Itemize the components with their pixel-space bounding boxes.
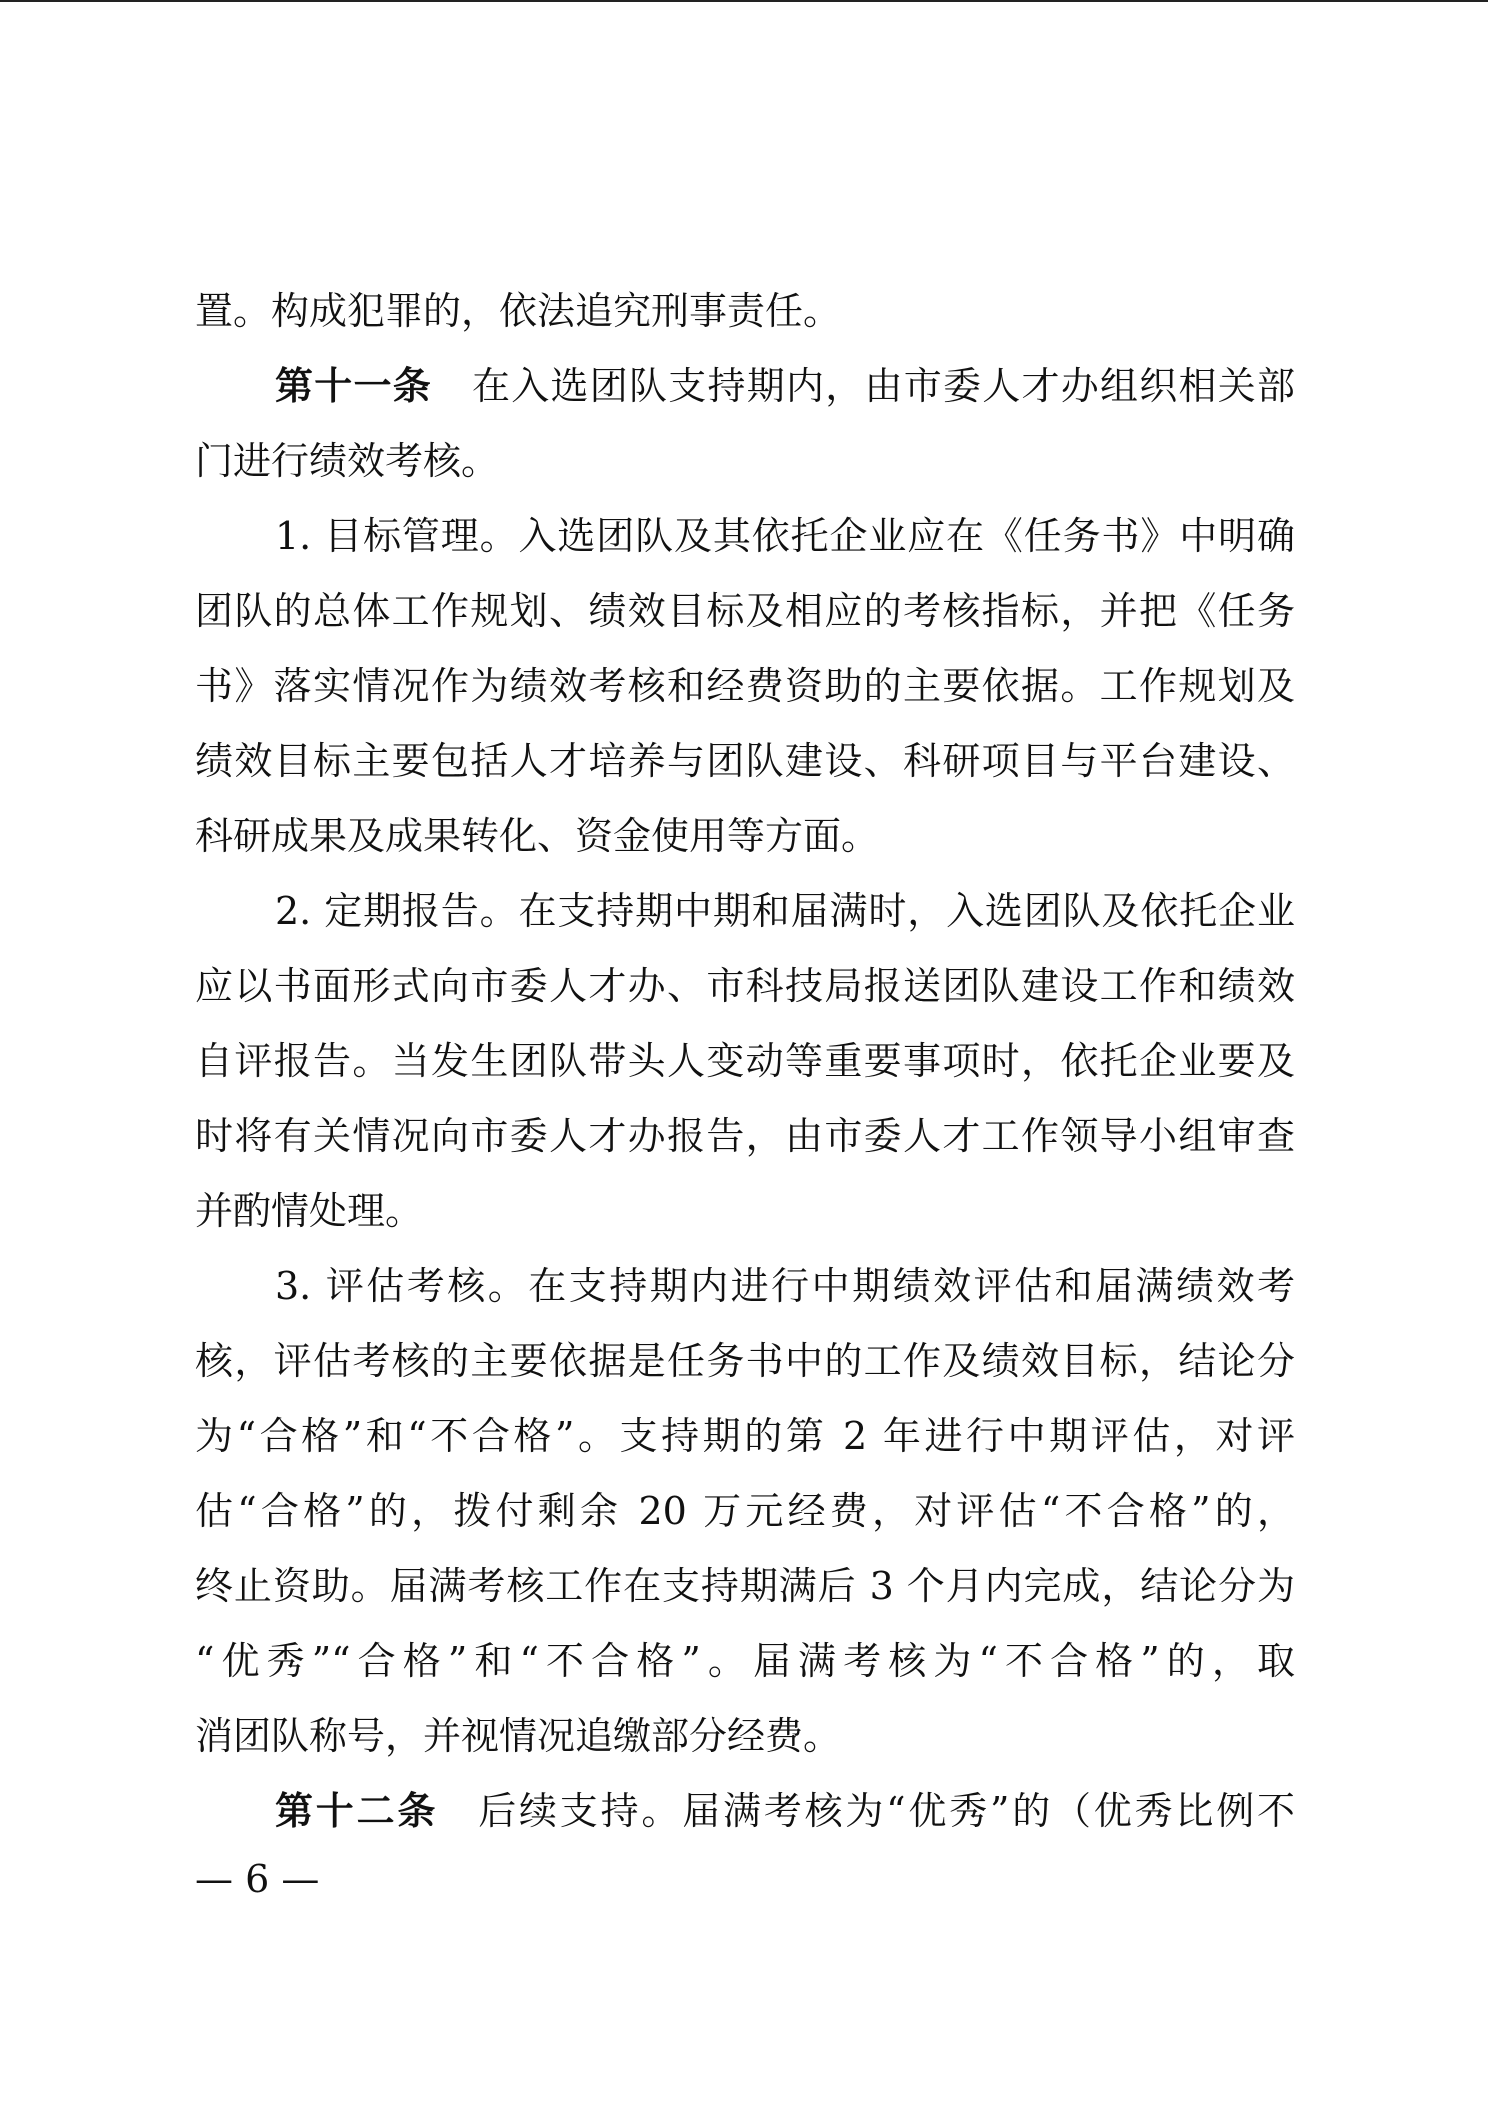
text-line: 为“合格”和“不合格”。支持期的第 2 年进行中期评估，对评 bbox=[195, 1414, 1295, 1458]
article-11-line bbox=[195, 349, 1295, 424]
text-line: 门进行绩效考核。 bbox=[195, 439, 500, 483]
text-line: 应以书面形式向市委人才办、市科技局报送团队建设工作和绩效 bbox=[195, 964, 1295, 1008]
text-line: 核，评估考核的主要依据是任务书中的工作及绩效目标，结论分 bbox=[195, 1339, 1295, 1383]
text-line: 估“合格”的，拨付剩余 20 万元经费，对评估“不合格”的， bbox=[195, 1489, 1295, 1533]
article-12-line bbox=[195, 1774, 1295, 1849]
article-heading: 第十二条 bbox=[275, 1789, 439, 1833]
text-line: 终止资助。届满考核工作在支持期满后 3 个月内完成，结论分为 bbox=[195, 1564, 1295, 1608]
text-line: 消团队称号，并视情况追缴部分经费。 bbox=[195, 1714, 842, 1758]
text-line: 后续支持。届满考核为“优秀”的（优秀比例不 bbox=[478, 1789, 1295, 1833]
text-line: 并酌情处理。 bbox=[195, 1189, 424, 1233]
text-line: 2. 定期报告。在支持期中期和届满时，入选团队及依托企业 bbox=[275, 889, 1295, 933]
text-line: 团队的总体工作规划、绩效目标及相应的考核指标，并把《任务 bbox=[195, 589, 1295, 633]
text-line: 3. 评估考核。在支持期内进行中期绩效评估和届满绩效考 bbox=[275, 1264, 1295, 1308]
text-line: 在入选团队支持期内，由市委人才办组织相关部 bbox=[472, 364, 1295, 408]
page-top-edge bbox=[0, 0, 1488, 2]
text-line: 书》落实情况作为绩效考核和经费资助的主要依据。工作规划及 bbox=[195, 664, 1295, 708]
text-line: 时将有关情况向市委人才办报告，由市委人才工作领导小组审查 bbox=[195, 1114, 1295, 1158]
text-line: 自评报告。当发生团队带头人变动等重要事项时，依托企业要及 bbox=[195, 1039, 1295, 1083]
text-line: 1. 目标管理。入选团队及其依托企业应在《任务书》中明确 bbox=[275, 514, 1295, 558]
text-line: 科研成果及成果转化、资金使用等方面。 bbox=[195, 814, 880, 858]
text-line: 绩效目标主要包括人才培养与团队建设、科研项目与平台建设、 bbox=[195, 739, 1295, 783]
text-line: 置。构成犯罪的，依法追究刑事责任。 bbox=[195, 289, 842, 333]
text-line: “优秀”“合格”和“不合格”。届满考核为“不合格”的，取 bbox=[195, 1639, 1295, 1683]
document-body bbox=[195, 274, 1295, 1849]
page-number: — 6 — bbox=[195, 1857, 320, 1901]
article-heading: 第十一条 bbox=[275, 364, 432, 408]
